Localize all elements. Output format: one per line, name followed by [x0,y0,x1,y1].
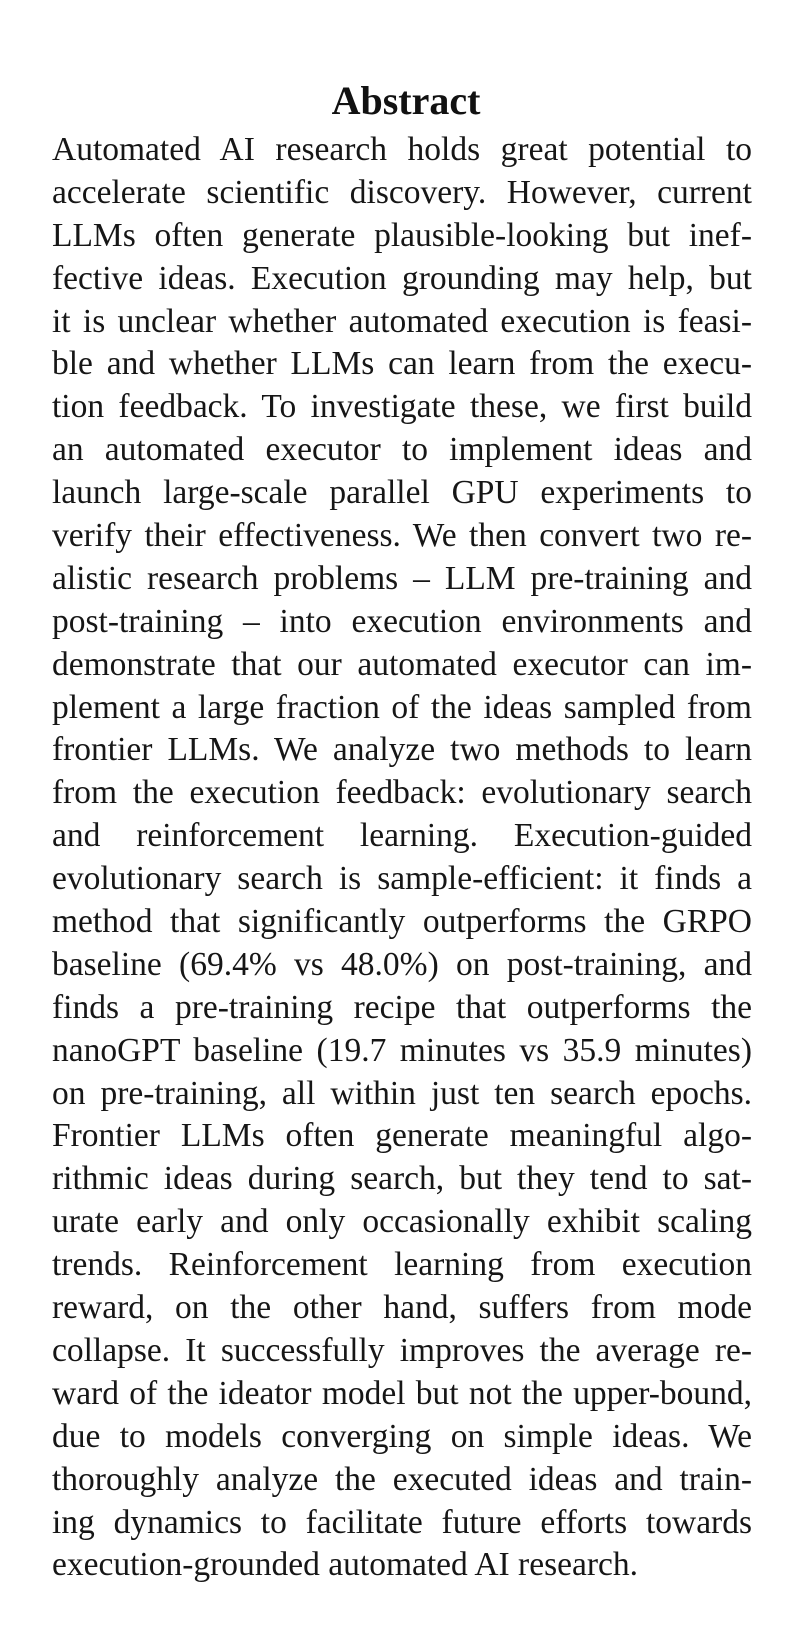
abstract-line: reward, on the other hand, suffers from mode [52,1289,752,1327]
abstract-line: ing dynamics to facilitate future efforts towards [52,1503,752,1541]
abstract-line: and reinforcement learning. Execution-guided [52,817,752,855]
abstract-line: collapse. It successfully improves the average re- [52,1331,752,1369]
abstract-line: trends. Reinforcement learning from execution [52,1246,752,1284]
abstract-line: LLMs often generate plausible-looking but inef- [52,216,752,254]
abstract-line: thoroughly analyze the executed ideas and train- [52,1460,752,1498]
abstract-line: post-training – into execution environments and [52,602,752,640]
abstract-line: plement a large fraction of the ideas sampled from [52,688,752,726]
abstract-line: evolutionary search is sample-efficient: it finds a [52,860,752,898]
abstract-line: accelerate scientific discovery. However, current [52,173,752,211]
abstract-line: launch large-scale parallel GPU experiments to [52,474,752,512]
abstract-line: fective ideas. Execution grounding may help, but [52,259,752,297]
abstract-line: ble and whether LLMs can learn from the execu- [52,345,752,383]
abstract-line: method that significantly outperforms the GRPO [52,903,752,941]
abstract-line: an automated executor to implement ideas and [52,431,752,469]
abstract-line: demonstrate that our automated executor can im- [52,645,752,683]
abstract-line: on pre-training, all within just ten search epochs. [52,1074,752,1112]
abstract-line: it is unclear whether automated execution is feasi- [52,302,752,340]
abstract-line: nanoGPT baseline (19.7 minutes vs 35.9 minutes) [52,1031,752,1069]
abstract-line: ward of the ideator model but not the upper-bound, [52,1374,752,1412]
abstract-line: from the execution feedback: evolutionary search [52,774,752,812]
abstract-line: baseline (69.4% vs 48.0%) on post-training, and [52,945,752,983]
abstract-line: rithmic ideas during search, but they tend to sat- [52,1160,752,1198]
abstract-heading: Abstract [331,77,481,123]
abstract-line: frontier LLMs. We analyze two methods to learn [52,731,752,769]
abstract-line: due to models converging on simple ideas. We [52,1417,752,1455]
abstract-line: finds a pre-training recipe that outperforms the [52,988,752,1026]
abstract-line: Automated AI research holds great potential to [52,131,752,168]
abstract-line: execution-grounded automated AI research. [52,1546,639,1584]
abstract-line: Frontier LLMs often generate meaningful algo- [52,1117,752,1155]
abstract-line: verify their effectiveness. We then convert two re- [52,517,752,555]
abstract-line: tion feedback. To investigate these, we first build [52,388,752,426]
abstract-paragraph [52,129,752,1587]
abstract-line: urate early and only occasionally exhibit scaling [52,1203,752,1241]
abstract-line: alistic research problems – LLM pre-training and [52,559,752,597]
